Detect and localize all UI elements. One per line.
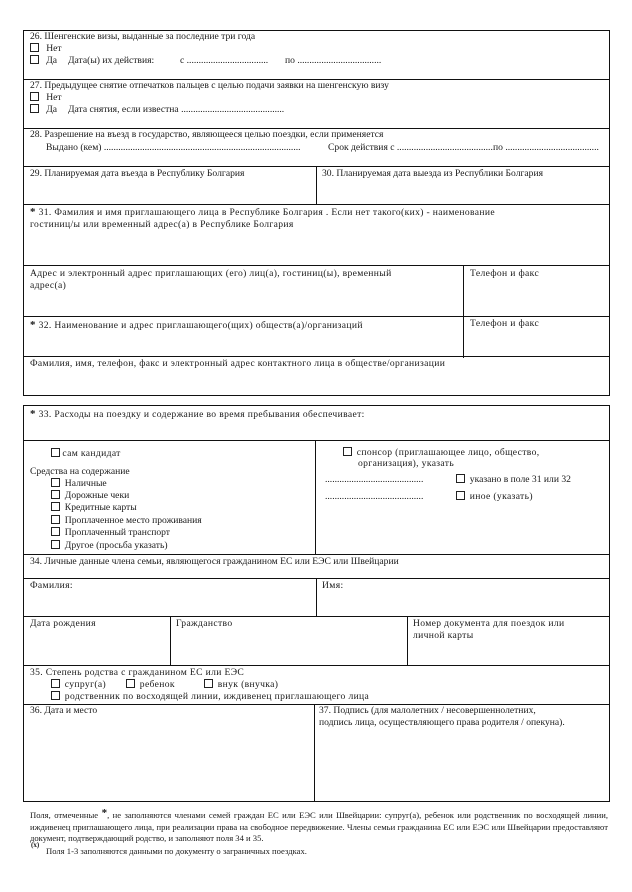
prepaid-accommodation-label: Проплаченное место проживания [64,515,202,526]
divider [316,578,317,616]
spouse-checkbox[interactable] [51,679,60,688]
travel-cheques-label: Дорожные чеки [64,490,130,501]
footnote-x-mark: (x) [31,841,40,849]
entry-date-field[interactable] [25,180,314,202]
required-asterisk: * [30,206,36,218]
s27-yes-label: Да [46,104,58,115]
s26-from-field[interactable]: с .................................. [180,55,269,66]
means-cash-option[interactable] [51,478,107,490]
family-citizenship-label: Гражданство [176,618,233,629]
required-asterisk: * [30,408,36,420]
required-asterisk: * [30,319,36,331]
credit-cards-checkbox[interactable] [51,502,60,511]
specified-in-31-32-option[interactable] [456,474,571,486]
sponsor-label: спонсор (приглашающее лицо, общество, [356,447,540,458]
inviter-address-label-line2: адрес(а) [30,280,67,291]
grandchild-label: внук (внучка) [217,679,279,690]
s27-no-label: Нет [46,92,62,103]
inviter-phone-fax-label: Телефон и факс [470,268,540,279]
inviting-person-field[interactable] [25,233,608,263]
s26-to-field[interactable]: по ................................... [285,55,382,66]
sponsor-checkbox[interactable] [343,447,352,456]
travel-cheques-checkbox[interactable] [51,490,60,499]
s26-no-option[interactable] [30,43,62,55]
divider [23,440,610,441]
family-document-label-line2: личной карты [413,630,474,641]
other-means-checkbox[interactable] [51,540,60,549]
footnote-fields-note: Поля 1-3 заполняются данными по документу о заграничных поездках. [46,846,307,856]
contact-person-label: Фамилия, имя, телефон, факс и электронный адрес контактного лица в обществе/организации [30,358,446,369]
section-30-title: 30. Планируемая дата выезда из Республики Болгария [322,168,544,179]
org-phone-fax-label: Телефон и факс [470,318,540,329]
signature-field[interactable] [317,732,608,800]
means-prepaid-transport-option[interactable] [51,527,170,539]
means-label: Средства на содержание [30,466,130,477]
other-sponsor-label: иное (указать) [469,491,533,502]
child-checkbox[interactable] [126,679,135,688]
grandchild-checkbox[interactable] [204,679,213,688]
divider [170,616,171,665]
s27-no-checkbox[interactable] [30,92,39,101]
child-option[interactable] [126,679,175,691]
divider [315,440,316,554]
s27-yes-option[interactable] [30,104,57,116]
required-asterisk: * [101,807,108,819]
spouse-option[interactable] [51,679,106,691]
family-surname-field[interactable] [25,593,314,614]
date-place-field[interactable] [25,720,312,800]
family-surname-label: Фамилия: [30,580,73,591]
spouse-label: супруг(а) [64,679,107,690]
family-document-label: Номер документа для поездок или [413,618,565,629]
family-name-field[interactable] [319,593,608,614]
means-credit-cards-option[interactable] [51,502,137,514]
specified-in-31-32-label: указано в поле 31 или 32 [469,474,571,485]
s26-dates-label: Дата(ы) их действия: [68,55,155,66]
section-37-title-line2: подпись лица, осуществляющего права родителя / опекуна). [319,717,565,728]
prepaid-transport-checkbox[interactable] [51,527,60,536]
s26-yes-label: Да [46,55,58,66]
s27-no-option[interactable] [30,92,62,104]
grandchild-option[interactable] [204,679,278,691]
s26-no-label: Нет [46,43,62,54]
exit-date-field[interactable] [319,180,608,202]
specified-in-31-32-checkbox[interactable] [456,474,465,483]
s28-valid-to-field[interactable]: по ....................................... [493,142,599,153]
sponsor-label-line2: организация), указать [358,458,455,469]
prepaid-accommodation-checkbox[interactable] [51,515,60,524]
divider [23,665,610,666]
section-33-title: * 33. Расходы на поездку и содержание во время пребывания обеспечивает: [30,408,365,420]
footnote-text: Поля, отмеченные *, не заполняются членами семей граждан ЕС или ЕЭС или Швейцарии: супруг(а), ребенок или родственник по восходящей линии, иждивенец приглашающего лица, при реализации права на свободное передвижение. Члены семьи гражданина ЕС или ЕЭС или Швейцарии предоставляют документ, подтверждающий родство, и заполняют поля 34 и 35. [30,807,608,843]
section-32-title: * 32. Наименование и адрес приглашающего(щих) обществ(а)/организаций [30,319,363,331]
section-28-title: 28. Разрешение на въезд в государство, являющееся целью поездки, если применяется [30,129,384,140]
section-35-title: 35. Степень родства с гражданином ЕС или ЕЭС [30,667,245,678]
s26-yes-checkbox[interactable] [30,55,39,64]
other-means-label: Другое (просьба указать) [64,540,168,551]
ascendant-label: родственник по восходящей линии, иждивенец приглашающего лица [64,691,370,702]
section-36-title: 36. Дата и место [30,705,98,716]
family-dob-label: Дата рождения [30,618,96,629]
s26-yes-option[interactable] [30,55,57,67]
self-funded-checkbox[interactable] [51,448,60,457]
family-name-label: Имя: [322,580,344,591]
cash-checkbox[interactable] [51,478,60,487]
divider [23,265,610,266]
child-label: ребенок [139,679,175,690]
s28-valid-from-field[interactable]: Срок действия с ........................................ [328,142,493,153]
divider [23,356,610,357]
section-34-title: 34. Личные данные члена семьи, являющегося гражданином ЕС или ЕЭС или Швейцарии [30,556,399,567]
ascendant-checkbox[interactable] [51,691,60,700]
divider [316,166,317,204]
divider [314,704,315,802]
means-travel-cheques-option[interactable] [51,490,129,502]
cash-label: Наличные [64,478,107,489]
section-26-title: 26. Шенгенские визы, выданные за последние три года [30,31,256,42]
divider [23,204,610,205]
section-37-title: 37. Подпись (для малолетних / несовершеннолетних, [319,705,536,716]
divider [23,316,610,317]
section-31-title: * 31. Фамилия и имя приглашающего лица в Республике Болгария . Если нет такого(ких) - наименование [30,206,495,218]
s26-no-checkbox[interactable] [30,43,39,52]
means-prepaid-accommodation-option[interactable] [51,515,202,527]
s27-yes-checkbox[interactable] [30,104,39,113]
sponsor-specified-field[interactable]: ......................................... [325,474,424,485]
self-funded-option[interactable] [51,448,121,460]
inviter-address-label: Адрес и электронный адрес приглашающих (его) лиц(а), гостиниц(ы), временный [30,268,392,279]
section-29-title: 29. Планируемая дата въезда в Республику Болгария [30,168,245,179]
other-sponsor-checkbox[interactable] [456,491,465,500]
divider [23,554,610,555]
sponsor-other-field[interactable]: ......................................... [325,491,424,502]
other-sponsor-option[interactable] [456,491,533,503]
ascendant-option[interactable] [51,691,369,703]
divider [407,616,408,665]
prepaid-transport-label: Проплаченный транспорт [64,527,170,538]
s27-date-field[interactable]: Дата снятия, если известна ........................................... [68,104,285,115]
divider [23,616,610,617]
section-27-title: 27. Предыдущее снятие отпечатков пальцев с целью подачи заявки на шенгенскую визу [30,80,389,91]
means-other-option[interactable] [51,540,168,552]
self-funded-label: сам кандидат [62,448,121,459]
section-31-title-line2: гостиниц/ы или временный адрес(а) в Республике Болгария [30,219,294,230]
credit-cards-label: Кредитные карты [64,502,137,513]
s28-issued-by-field[interactable]: Выдано (кем) .................................................................................. [46,142,301,153]
divider [463,265,464,358]
